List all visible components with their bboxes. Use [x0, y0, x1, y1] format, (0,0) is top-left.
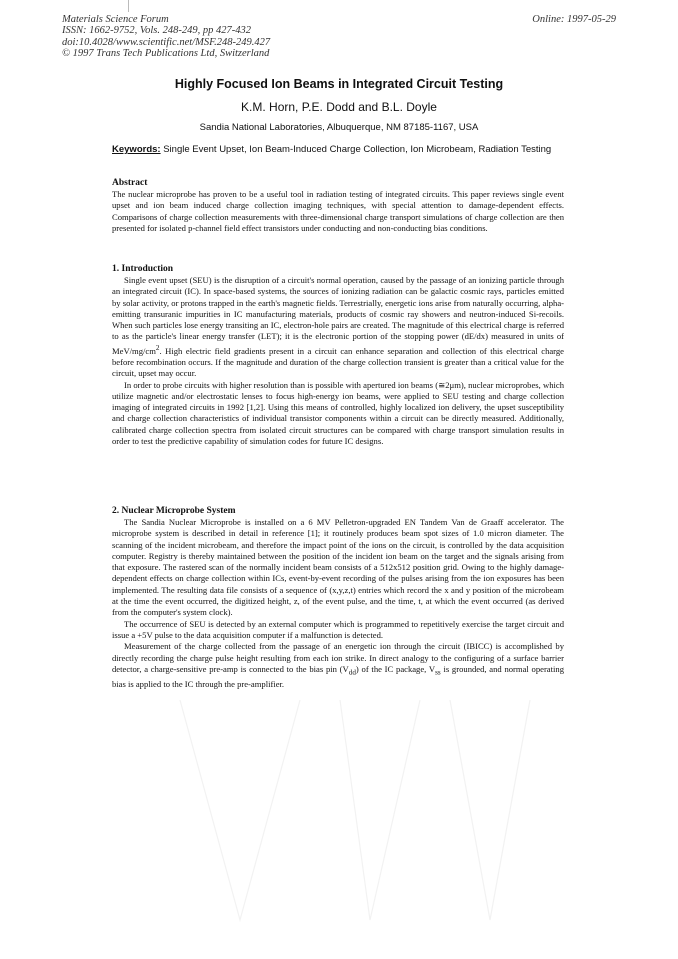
- paper-title: Highly Focused Ion Beams in Integrated Circuit Testing: [174, 77, 504, 91]
- paper-authors: K.M. Horn, P.E. Dodd and B.L. Doyle: [241, 100, 437, 114]
- introduction-paragraph-2: In order to probe circuits with higher resolution than is possible with apertured ion beams (≅2μm), nuclear microprobes, which utilize magnetic and/or electrostatic lenses to focus high-energy ion beams, were applied to SEU testing and charge collection imaging of integrated circuits in 1992 [1,2]. Using this means of controlled, highly localized ion delivery, the upset susceptibility and charge collection characteristics of individual transistor components within a circuit can be directly measured. Additionally, calibrated charge collection spectra from isolated circuit structures can be compared with charge transport simulation results in order to test the predictive capability of simulation codes for future IC designs.: [112, 379, 564, 447]
- paper-affiliation: Sandia National Laboratories, Albuquerque, NM 87185-1167, USA: [199, 122, 479, 133]
- faint-watermark: [120, 690, 560, 930]
- issn-line: ISSN: 1662-9752, Vols. 248-249, pp 427-432: [62, 25, 251, 37]
- microprobe-section: [112, 506, 564, 690]
- journal-name: Materials Science Forum: [62, 14, 169, 25]
- scan-mark: [128, 0, 129, 12]
- introduction-section: [112, 264, 564, 447]
- microprobe-paragraph-1: The Sandia Nuclear Microprobe is installed on a 6 MV Pelletron-upgraded EN Tandem Van de Graaff accelerator. The microprobe system is described in detail in reference [1]; it routinely produces beam spot sizes of 1.0 micron diameter. The scanning of the incident microbeam, and therefore the impact point of the ions on the circuit, is controlled by the data acquisition computer. Registry is thereby maintained between the position of the incident ion beam on the target and the signals arising from that exposure. The rastered scan of the normally incident beam consists of a 512x512 position grid. Owing to the highly damage-dependent effects on charge collection within ICs, event-by-event recording of the pulses arising from the ion exposures has been implemented. The resulting data file consists of a sequence of (x,y,z,t) entries which record the x and y position of the microbeam at the time the event occurred, the digitized height, z, of the event pulse, and the time, t, at which the event occurred (as derived from the computer's system clock).: [112, 517, 564, 618]
- abstract-heading: Abstract: [112, 178, 148, 188]
- doi-line: doi:10.4028/www.scientific.net/MSF.248-249.427: [62, 36, 271, 48]
- abstract-text: The nuclear microprobe has proven to be a useful tool in radiation testing of integrated circuits. This paper reviews single event upset and ion beam induced charge collection imaging techniques, with special attention to damage-dependent effects. Comparisons of charge collection measurements with three-dimensional charge transport simulations of charge collection are then presented for isolated p-channel field effect transistors under conducting and non-conducting bias conditions.: [112, 189, 564, 233]
- copyright-line: © 1997 Trans Tech Publications Ltd, Switzerland: [62, 47, 270, 59]
- abstract-section: [112, 178, 564, 234]
- keywords: [112, 144, 564, 156]
- microprobe-heading: 2. Nuclear Microprobe System: [112, 506, 236, 516]
- introduction-paragraph-1: Single event upset (SEU) is the disruption of a circuit's normal operation, caused by the passage of an ionizing particle through an integrated circuit (IC). In space-based systems, the sources of ionizing radiation can be galactic cosmic rays, particles emitted by solar activity, or protons trapped in the earth's magnetic fields. Terrestrially, energetic ions arise from naturally occurring, alpha-emitting transuranic impurities in IC manufacturing materials, products of cosmic ray showers and neutron-induced Si-recoils. When such particles lose energy transiting an IC, electron-hole pairs are created. The magnitude of this electrical charge is referred to as the particle's linear energy transfer (LET); it is the electronic portion of the stopping power (dE/dx) measured in units of MeV/$mg/cm^2$. High electric field gradients present in a circuit can enhance separation and collection of this electrical charge before recombination occurs. If the magnitude and duration of the charge collection transient is greater than a critical value for the circuit, upset may occur.: [112, 275, 564, 379]
- keywords-label: Keywords:: [112, 144, 161, 155]
- keywords-text: Single Event Upset, Ion Beam-Induced Charge Collection, Ion Microbeam, Radiation Testing: [160, 144, 552, 155]
- microprobe-paragraph-3: Measurement of the charge collected from the passage of an energetic ion through the circuit (IBICC) is accomplished by directly recording the charge pulse height resulting from each ion strike. In direct analogy to the configuring of a surface barrier detector, a charge-sensitive pre-amp is connected to the bias pin $(V_{dd})$ of the IC package, $V_{ss}$ is grounded, and normal operating bias is applied to the IC through the pre-amplifier.: [112, 641, 564, 689]
- introduction-heading: 1. Introduction: [112, 264, 174, 274]
- microprobe-paragraph-2: The occurrence of SEU is detected by an external computer which is programmed to repetitively exercise the target circuit and issue a +5V pulse to the data acquisition computer if a malfunction is detected.: [112, 618, 564, 640]
- citation-header: [62, 14, 270, 59]
- online-date: Online: 1997-05-29: [532, 14, 616, 25]
